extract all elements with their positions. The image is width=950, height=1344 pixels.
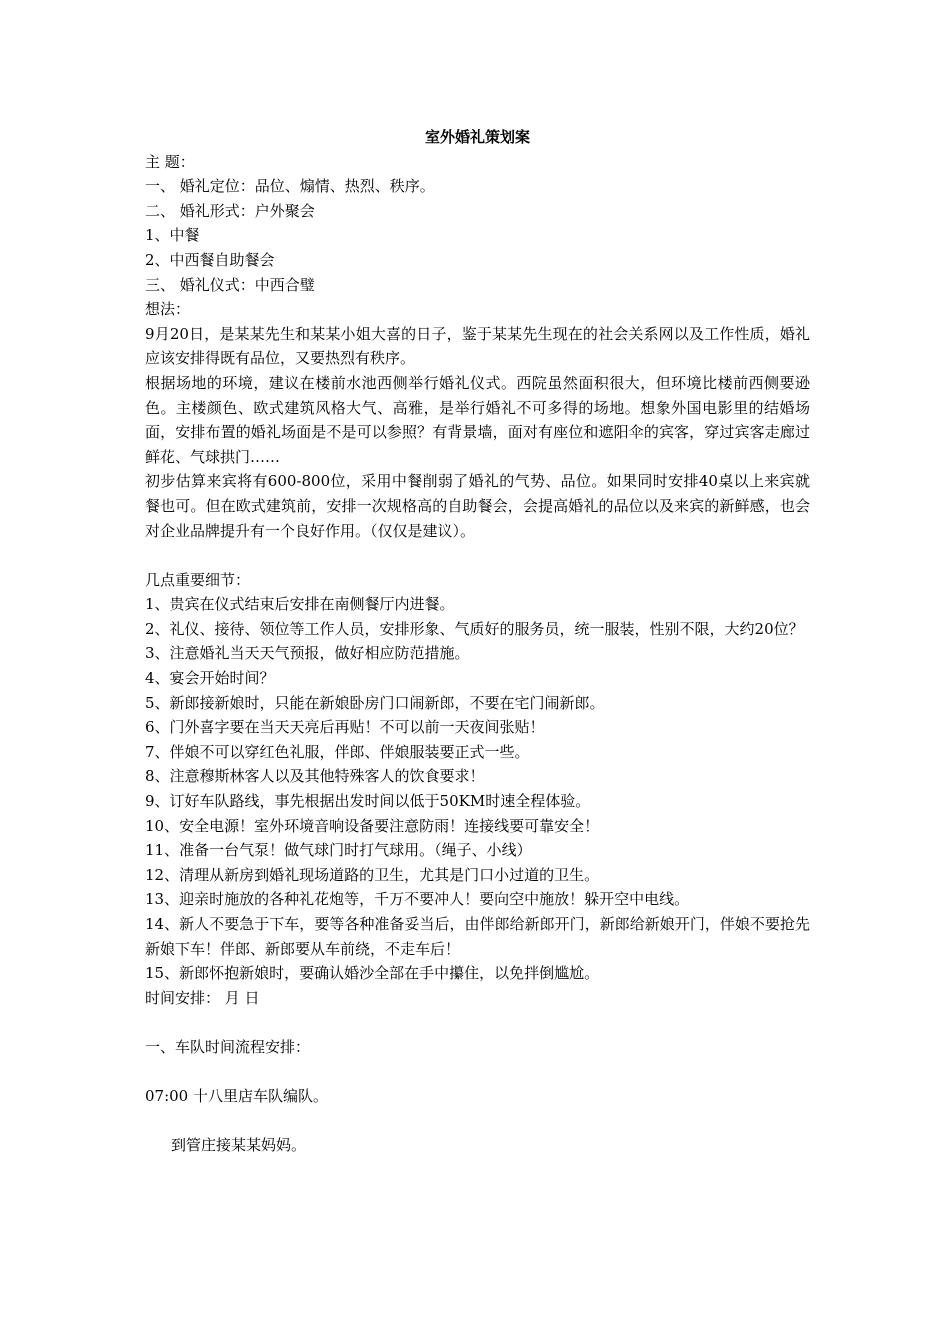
document-title: 室外婚礼策划案 (424, 128, 530, 146)
detail-item-5: 5、新郎接新娘时，只能在新娘卧房门口闹新郎，不要在宅门闹新郎。 (145, 693, 605, 712)
details-heading: 几点重要细节： (145, 570, 251, 589)
detail-item-7: 7、伴娘不可以穿红色礼服，伴郎、伴娘服装要正式一些。 (145, 742, 530, 761)
detail-item-10: 10、安全电源！室外环境音响设备要注意防雨！连接线要可靠安全！ (145, 816, 600, 835)
ideas-paragraph-1: 9月20日，是某某先生和某某小姐大喜的日子，鉴于某某先生现在的社会关系网以及工作性质，婚礼应该安排得既有品位，又要热烈有秩序。 (145, 324, 810, 368)
theme-heading: 主 题： (145, 152, 195, 171)
format-option-buffet: 2、中西餐自助餐会 (145, 250, 275, 269)
detail-item-11: 11、准备一台气泵！做气球门时打气球用。（绳子、小线） (145, 841, 532, 860)
wedding-positioning: 一、 婚礼定位：品位、煽情、热烈、秩序。 (145, 177, 435, 196)
spacer (145, 1060, 810, 1085)
schedule-heading: 时间安排： 月 日 (145, 988, 260, 1007)
detail-item-13: 13、迎亲时施放的各种礼花炮等，千万不要冲人！要向空中施放！躲开空中电线。 (145, 890, 690, 909)
motorcade-schedule-heading: 一、车队时间流程安排： (145, 1037, 311, 1056)
detail-item-3: 3、注意婚礼当天天气预报，做好相应防范措施。 (145, 644, 470, 663)
detail-item-4: 4、宴会开始时间？ (145, 669, 275, 688)
schedule-item-pickup: 到管庄接某某妈妈。 (171, 1136, 307, 1155)
wedding-ceremony: 三、 婚礼仪式：中西合璧 (145, 275, 315, 294)
schedule-item-0700: 07:00 十八里店车队编队。 (145, 1087, 328, 1106)
spacer (145, 1109, 810, 1134)
detail-item-6: 6、门外喜字要在当天天亮后再贴！不可以前一天夜间张贴！ (145, 718, 545, 737)
spacer (145, 1010, 810, 1035)
document-body (145, 125, 810, 1158)
detail-item-1: 1、贵宾在仪式结束后安排在南侧餐厅内进餐。 (145, 595, 455, 614)
format-option-chinese: 1、中餐 (145, 226, 200, 245)
ideas-paragraph-3: 初步估算来宾将有600-800位，采用中餐削弱了婚礼的气势、品位。如果同时安排40桌以上来宾就餐也可。但在欧式建筑前，安排一次规格高的自助餐会，会提高婚礼的品位以及来宾的新鲜感，也会对企业品牌提升有一个良好作用。（仅仅是建议）。 (145, 472, 810, 540)
detail-item-2: 2、礼仪、接待、领位等工作人员，安排形象、气质好的服务员，统一服装，性别不限，大约20位？ (145, 619, 804, 638)
detail-item-12: 12、清理从新房到婚礼现场道路的卫生，尤其是门口小过道的卫生。 (145, 865, 600, 884)
detail-item-8: 8、注意穆斯林客人以及其他特殊客人的饮食要求！ (145, 767, 485, 786)
spacer (145, 543, 810, 568)
detail-item-14: 14、新人不要急于下车，要等各种准备妥当后，由伴郎给新郎开门，新郎给新娘开门，伴娘不要抢先新娘下车！伴郎、新郎要从车前绕，不走车后！ (145, 915, 810, 958)
detail-item-9: 9、订好车队路线，事先根据出发时间以低于50KM时速全程体验。 (145, 792, 591, 811)
ideas-paragraph-2: 根据场地的环境，建议在楼前水池西侧举行婚礼仪式。西院虽然面积很大，但环境比楼前西侧要逊色。主楼颜色、欧式建筑风格大气、高雅，是举行婚礼不可多得的场地。想象外国电影里的结婚场面，安排布置的婚礼场面是不是可以参照？有背景墙，面对有座位和遮阳伞的宾客，穿过宾客走廊过鲜花、气球拱门…… (145, 373, 810, 466)
ideas-heading: 想法： (145, 300, 191, 319)
detail-item-15: 15、新郎怀抱新娘时，要确认婚沙全部在手中攥住，以免拌倒尴尬。 (145, 964, 600, 983)
wedding-format: 二、 婚礼形式：户外聚会 (145, 201, 315, 220)
